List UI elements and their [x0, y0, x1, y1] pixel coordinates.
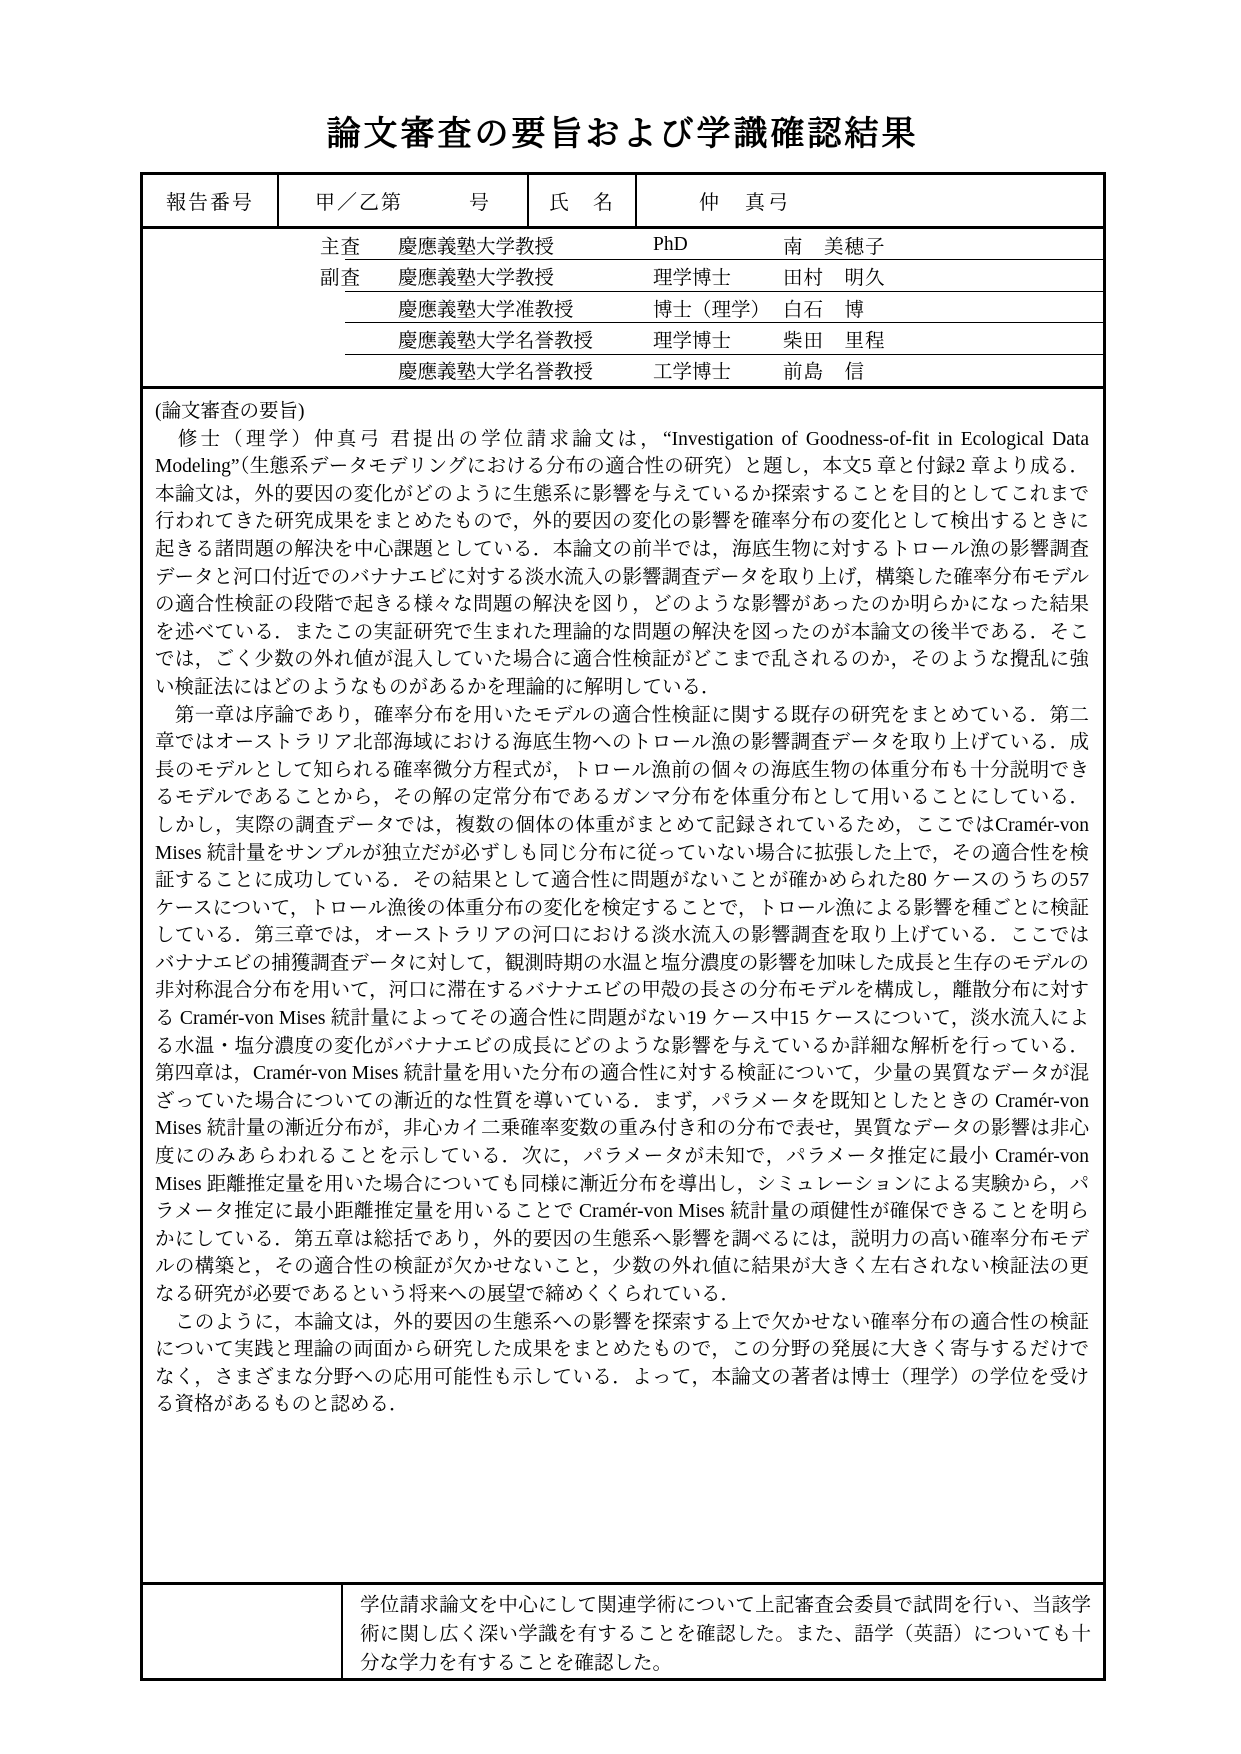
committee-affiliation: 慶應義塾大学名誉教授 [398, 362, 594, 384]
summary-paragraph-3: このように，本論文は，外的要因の生態系への影響を探索する上で欠かせない確率分布の適合性の検証について実践と理論の両面から研究した成果をまとめたもので，この分野の発展に大きく寄与するだけでなく，さまざまな分野への応用可能性も示している．よって，本論文の著者は博士（理学）の学位を受ける資格があるものと認める． [155, 1311, 1089, 1416]
committee-role: 副査 [320, 268, 362, 290]
committee-degree: PhD [653, 233, 688, 255]
committee-affiliation: 慶應義塾大学准教授 [398, 299, 574, 321]
report-number-label: 報告番号 [143, 175, 279, 226]
review-summary-section [143, 389, 1103, 1582]
committee-row [143, 292, 1103, 323]
committee-member-name: 田村 明久 [783, 268, 886, 290]
committee-member-name: 柴田 里程 [783, 330, 886, 352]
committee-row-chief [143, 229, 1103, 260]
committee-section [143, 229, 1103, 389]
committee-role: 主査 [320, 236, 362, 258]
summary-heading: (論文審査の要旨) [155, 401, 305, 422]
committee-affiliation: 慶應義塾大学名誉教授 [398, 330, 594, 352]
committee-degree: 理学博士 [653, 330, 732, 352]
report-number-value: 甲／乙第 号 [279, 175, 529, 226]
candidate-name: 仲 真弓 [699, 192, 791, 214]
committee-degree: 工学博士 [653, 362, 732, 384]
thesis-review-table [140, 172, 1106, 1681]
committee-row [143, 355, 1103, 386]
summary-paragraph-2: 第一章は序論であり，確率分布を用いたモデルの適合性検証に関する既存の研究をまとめている．第二章ではオーストラリア北部海域における海底生物へのトロール漁の影響調査データを取り上げている．成長のモデルとして知られる確率微分方程式が，トロール漁前の個々の海底生物の体重分布も十分説明できるモデルであることから，その解の定常分布であるガンマ分布を体重分布として用いることにしている．しかし，実際の調査データでは，複数の個体の体重がまとめて記録されているため，ここではCramér-von Mises 統計量をサンプルが独立だが必ずしも同じ分布に従っていない場合に拡張した上で，その適合性を検証することに成功している．その結果として適合性に問題がないことが確かめられた80 ケースのうちの57 ケースについて，トロール漁後の体重分布の変化を検定することで，トロール漁による影響を種ごとに検証している．第三章では，オーストラリアの河口における淡水流入の影響調査を取り上げている．ここではバナナエビの捕獲調査データに対して，観測時期の水温と塩分濃度の影響を加味した成長と生存のモデルの非対称混合分布を用いて，河口に滞在するバナナエビの甲殻の長さの分布モデルを構成し，離散分布に対する Cramér-von Mises 統計量によってその適合性に問題がない19 ケース中15 ケースについて，淡水流入による水温・塩分濃度の変化がバナナエビの成長にどのような影響を与えているか詳細な解析を行っている．第四章は，Cramér-von Mises 統計量を用いた分布の適合性に対する検証について，少量の異質なデータが混ざっていた場合についての漸近的な性質を導いている．まず，パラメータを既知としたときの Cramér-von Mises 統計量の漸近分布が，非心カイ二乗確率変数の重み付き和の分布で表せ，異質なデータの影響は非心度にのみあらわれることを示している．次に，パラメータが未知で，パラメータ推定に最小 Cramér-von Mises 距離推定量を用いた場合についても同様に漸近分布を導出し，シミュレーションによる実験から，パラメータ推定に最小距離推定量を用いることで Cramér-von Mises 統計量の頑健性が確保できることを明らかにしている．第五章は総括であり，外的要因の生態系へ影響を調べるには，説明力の高い確率分布モデルの構築と，その適合性の検証が欠かせないこと，少数の外れ値に結果が大きく左右されない検証法の更なる研究が必要であるという将来への展望で締めくくられている． [155, 704, 1089, 1305]
committee-degree: 理学博士 [653, 268, 732, 290]
committee-member-name: 前島 信 [783, 362, 866, 384]
confirmation-empty-cell [143, 1585, 343, 1678]
committee-row-deputy [143, 260, 1103, 291]
committee-member-name: 白石 博 [783, 299, 866, 321]
committee-degree: 博士（理学） [653, 299, 771, 321]
committee-member-name: 南 美穂子 [783, 236, 886, 258]
header-row [143, 175, 1103, 229]
summary-paragraph-1: 修士（理学）仲真弓 君提出の学位請求論文は，“Investigation of Goodness-of-fit in Ecological Data Modeling”（生態系データモデリングにおける分布の適合性の研究）と題し，本文5 章と付録2 章より成る．本論文は，外的要因の変化がどのように生態系に影響を与えているか探索することを目的としてこれまで行われてきた研究成果をまとめたもので，外的要因の変化の影響を確率分布の変化として検出するときに起きる諸問題の解決を中心課題としている．本論文の前半では，海底生物に対するトロール漁の影響調査データと河口付近でのバナナエビに対する淡水流入の影響調査データを取り上げ，構築した確率分布モデルの適合性検証の段階で起きる様々な問題の解決を図り，どのような影響があったのか明らかになった結果を述べている．またこの実証研究で生まれた理論的な問題の解決を図ったのが本論文の後半である．そこでは，ごく少数の外れ値が混入していた場合に適合性検証がどこまで乱されるのか，そのような攪乱に強い検証法にはどのようなものがあるかを理論的に解明している． [155, 428, 1089, 698]
committee-row [143, 323, 1103, 354]
knowledge-confirmation-row [143, 1582, 1103, 1678]
committee-affiliation: 慶應義塾大学教授 [398, 268, 555, 290]
committee-affiliation: 慶應義塾大学教授 [398, 236, 555, 258]
document-title: 論文審査の要旨および学識確認結果 [326, 116, 919, 153]
name-label: 氏 名 [529, 175, 637, 226]
confirmation-text: 学位請求論文を中心にして関連学術について上記審査会委員で試問を行い、当該学術に関し広く深い学識を有することを確認した。また、語学（英語）についても十分な学力を有することを確認した。 [360, 1595, 1091, 1674]
